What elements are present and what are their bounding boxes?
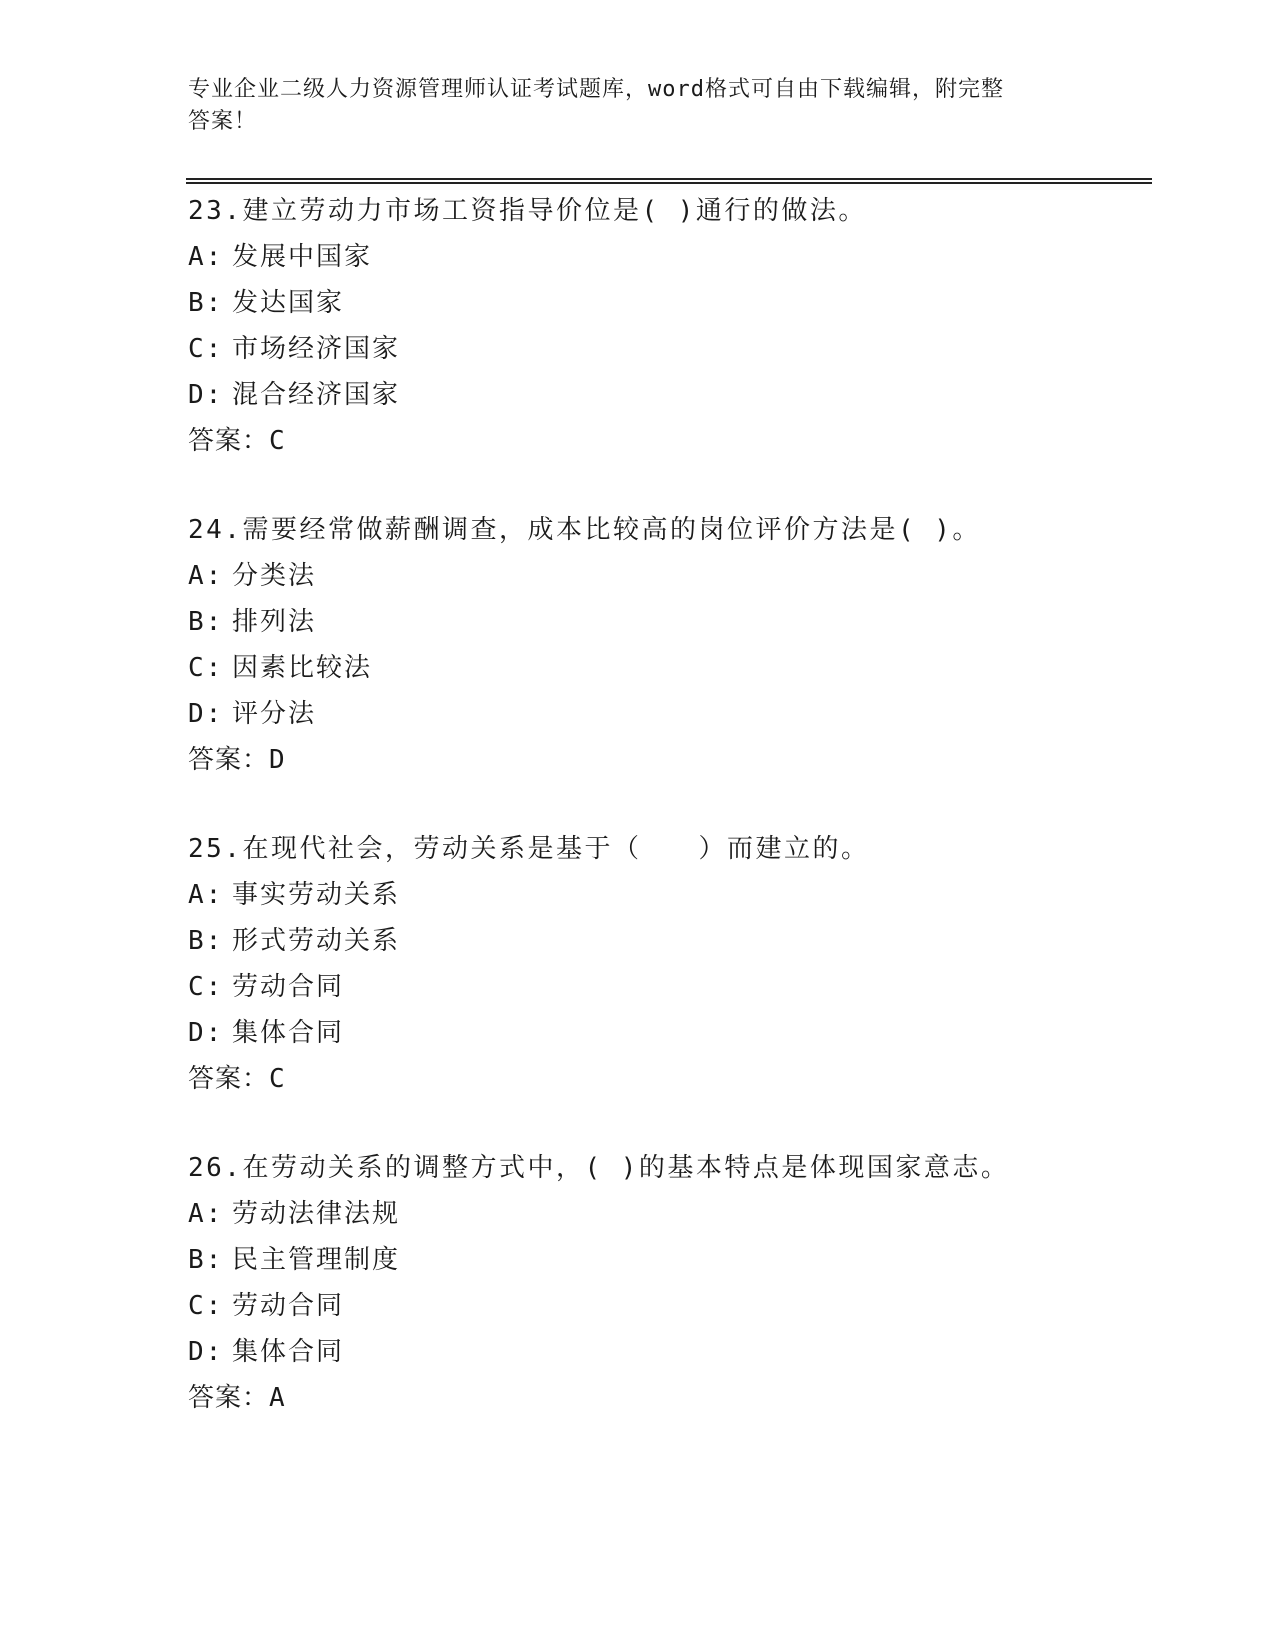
option-a — [188, 234, 1168, 280]
question-stem: 23.建立劳动力市场工资指导价位是( )通行的做法。 — [188, 196, 867, 226]
option-letter: D: — [188, 699, 224, 729]
option-text: 评分法 — [232, 699, 317, 729]
option-text: 排列法 — [232, 607, 317, 637]
answer-line: 答案：C — [188, 1064, 286, 1094]
option-c — [188, 326, 1168, 372]
header-line-2: 答案！ — [188, 109, 258, 134]
option-text: 混合经济国家 — [232, 380, 401, 410]
option-letter: D: — [188, 1018, 224, 1048]
option-c — [188, 964, 1168, 1010]
question-item — [188, 507, 1168, 783]
option-b — [188, 599, 1168, 645]
option-text: 劳动合同 — [232, 972, 345, 1002]
option-letter: C: — [188, 653, 224, 683]
option-text: 发展中国家 — [232, 242, 373, 272]
document-header — [188, 74, 1068, 138]
option-letter: B: — [188, 288, 224, 318]
option-b — [188, 280, 1168, 326]
header-line-1: 专业企业二级人力资源管理师认证考试题库，word格式可自由下载编辑，附完整 — [188, 77, 1004, 102]
option-letter: B: — [188, 926, 224, 956]
option-a — [188, 872, 1168, 918]
option-text: 劳动合同 — [232, 1291, 345, 1321]
question-item — [188, 1145, 1168, 1421]
option-d — [188, 1329, 1168, 1375]
option-b — [188, 918, 1168, 964]
option-text: 市场经济国家 — [232, 334, 401, 364]
question-item — [188, 826, 1168, 1102]
option-text: 民主管理制度 — [232, 1245, 401, 1275]
option-letter: A: — [188, 1199, 224, 1229]
option-letter: C: — [188, 334, 224, 364]
option-text: 形式劳动关系 — [232, 926, 401, 956]
option-letter: D: — [188, 1337, 224, 1367]
option-letter: C: — [188, 1291, 224, 1321]
option-text: 集体合同 — [232, 1337, 345, 1367]
option-letter: C: — [188, 972, 224, 1002]
option-a — [188, 553, 1168, 599]
option-text: 劳动法律法规 — [232, 1199, 401, 1229]
option-letter: D: — [188, 380, 224, 410]
option-letter: B: — [188, 1245, 224, 1275]
answer-line: 答案：A — [188, 1383, 286, 1413]
question-stem: 25.在现代社会，劳动关系是基于（ ）而建立的。 — [188, 834, 870, 864]
option-text: 集体合同 — [232, 1018, 345, 1048]
question-stem: 26.在劳动关系的调整方式中，( )的基本特点是体现国家意志。 — [188, 1153, 1010, 1183]
header-divider — [186, 178, 1152, 184]
option-c — [188, 1283, 1168, 1329]
option-text: 发达国家 — [232, 288, 345, 318]
answer-line: 答案：D — [188, 745, 286, 775]
option-d — [188, 1010, 1168, 1056]
option-c — [188, 645, 1168, 691]
question-list — [188, 188, 1168, 1464]
option-letter: B: — [188, 607, 224, 637]
option-text: 分类法 — [232, 561, 317, 591]
option-a — [188, 1191, 1168, 1237]
question-item — [188, 188, 1168, 464]
option-letter: A: — [188, 561, 224, 591]
option-d — [188, 372, 1168, 418]
option-text: 因素比较法 — [232, 653, 373, 683]
option-letter: A: — [188, 242, 224, 272]
option-text: 事实劳动关系 — [232, 880, 401, 910]
question-stem: 24.需要经常做薪酬调查，成本比较高的岗位评价方法是( )。 — [188, 515, 981, 545]
option-letter: A: — [188, 880, 224, 910]
answer-line: 答案：C — [188, 426, 286, 456]
option-b — [188, 1237, 1168, 1283]
option-d — [188, 691, 1168, 737]
